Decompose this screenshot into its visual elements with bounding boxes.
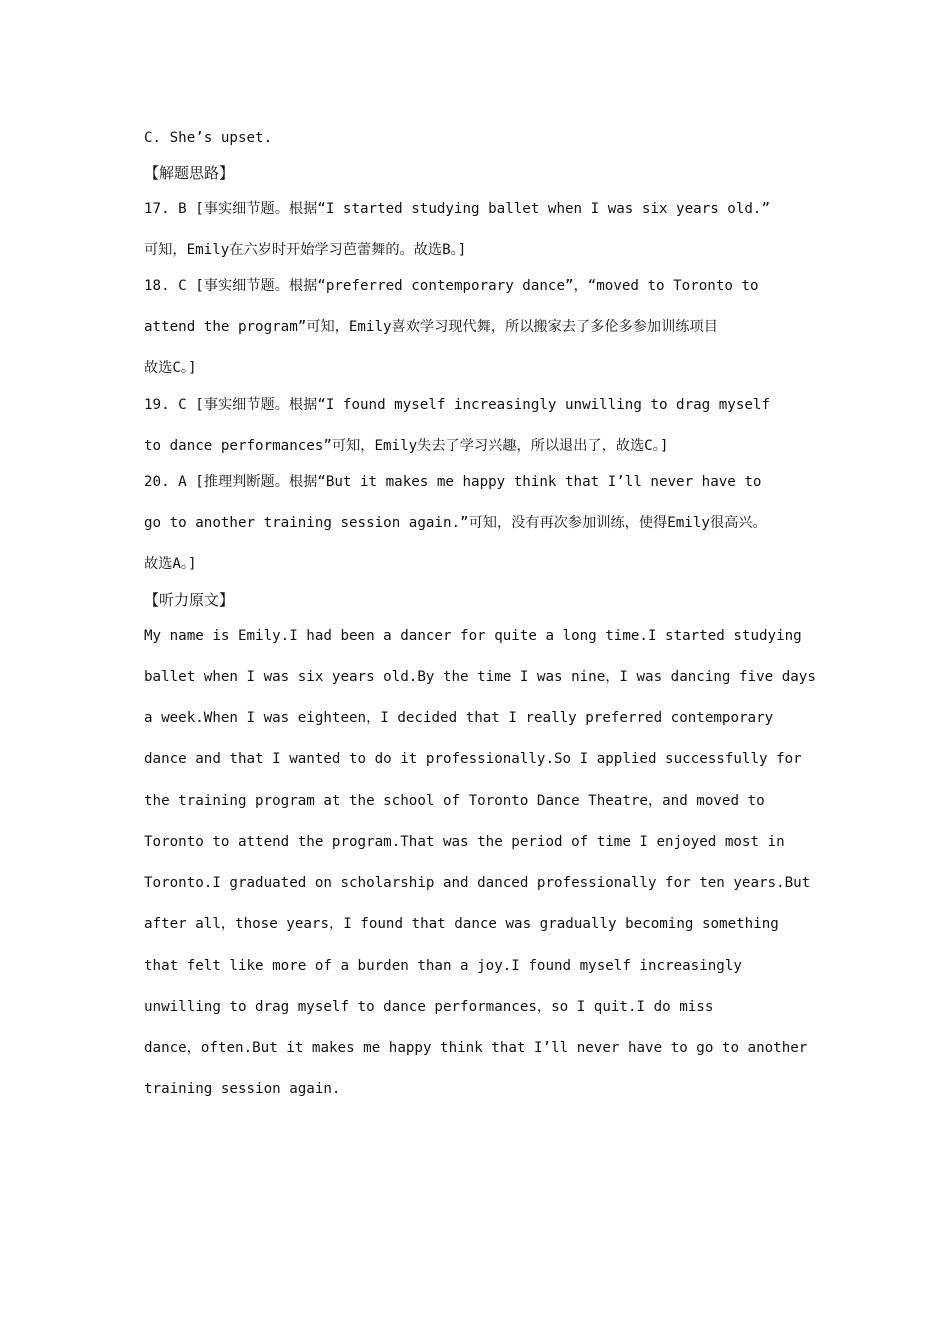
transcript-line: the training program at the school of Toronto Dance Theatre，and moved to: [144, 793, 765, 809]
answer-17-line-1: 17. B [事实细节题。根据“I started studying ballet when I was six years old.”: [144, 201, 770, 217]
answer-20-line-1: 20. A [推理判断题。根据“But it makes me happy think that I’ll never have to: [144, 474, 762, 490]
transcript-line: ballet when I was six years old.By the time I was nine，I was dancing five days: [144, 669, 816, 685]
answer-20-line-3: 故选A。]: [144, 556, 197, 572]
answer-19-line-2: to dance performances”可知，Emily失去了学习兴趣，所以退出了，故选C。]: [144, 438, 669, 454]
answer-18-line-2: attend the program”可知，Emily喜欢学习现代舞，所以搬家去了多伦多参加训练项目: [144, 319, 718, 335]
option-c: C. She’s upset.: [144, 130, 273, 146]
transcript-line: a week.When I was eighteen，I decided that I really preferred contemporary: [144, 710, 774, 726]
transcript-line: unwilling to drag myself to dance performances，so I quit.I do miss: [144, 999, 714, 1015]
answer-17-line-2: 可知，Emily在六岁时开始学习芭蕾舞的。故选B。]: [144, 242, 467, 258]
transcript-line: Toronto.I graduated on scholarship and danced professionally for ten years.But: [144, 875, 811, 891]
transcript-line: after all，those years，I found that dance was gradually becoming something: [144, 916, 779, 932]
transcript-line: training session again.: [144, 1081, 341, 1097]
answer-19-line-1: 19. C [事实细节题。根据“I found myself increasingly unwilling to drag myself: [144, 397, 770, 413]
transcript-line: dance，often.But it makes me happy think that I’ll never have to go to another: [144, 1040, 808, 1056]
transcript-line: that felt like more of a burden than a joy.I found myself increasingly: [144, 958, 742, 974]
transcript-line: dance and that I wanted to do it professionally.So I applied successfully for: [144, 751, 802, 767]
answer-18-line-3: 故选C。]: [144, 360, 197, 376]
answer-18-line-1: 18. C [事实细节题。根据“preferred contemporary dance”，“moved to Toronto to: [144, 278, 759, 294]
transcript-line: Toronto to attend the program.That was the period of time I enjoyed most in: [144, 834, 785, 850]
analysis-heading: 【解题思路】: [144, 164, 235, 182]
answer-20-line-2: go to another training session again.”可知，没有再次参加训练，使得Emily很高兴。: [144, 515, 767, 531]
transcript-line: My name is Emily.I had been a dancer for quite a long time.I started studying: [144, 628, 802, 644]
transcript-heading: 【听力原文】: [144, 591, 235, 609]
